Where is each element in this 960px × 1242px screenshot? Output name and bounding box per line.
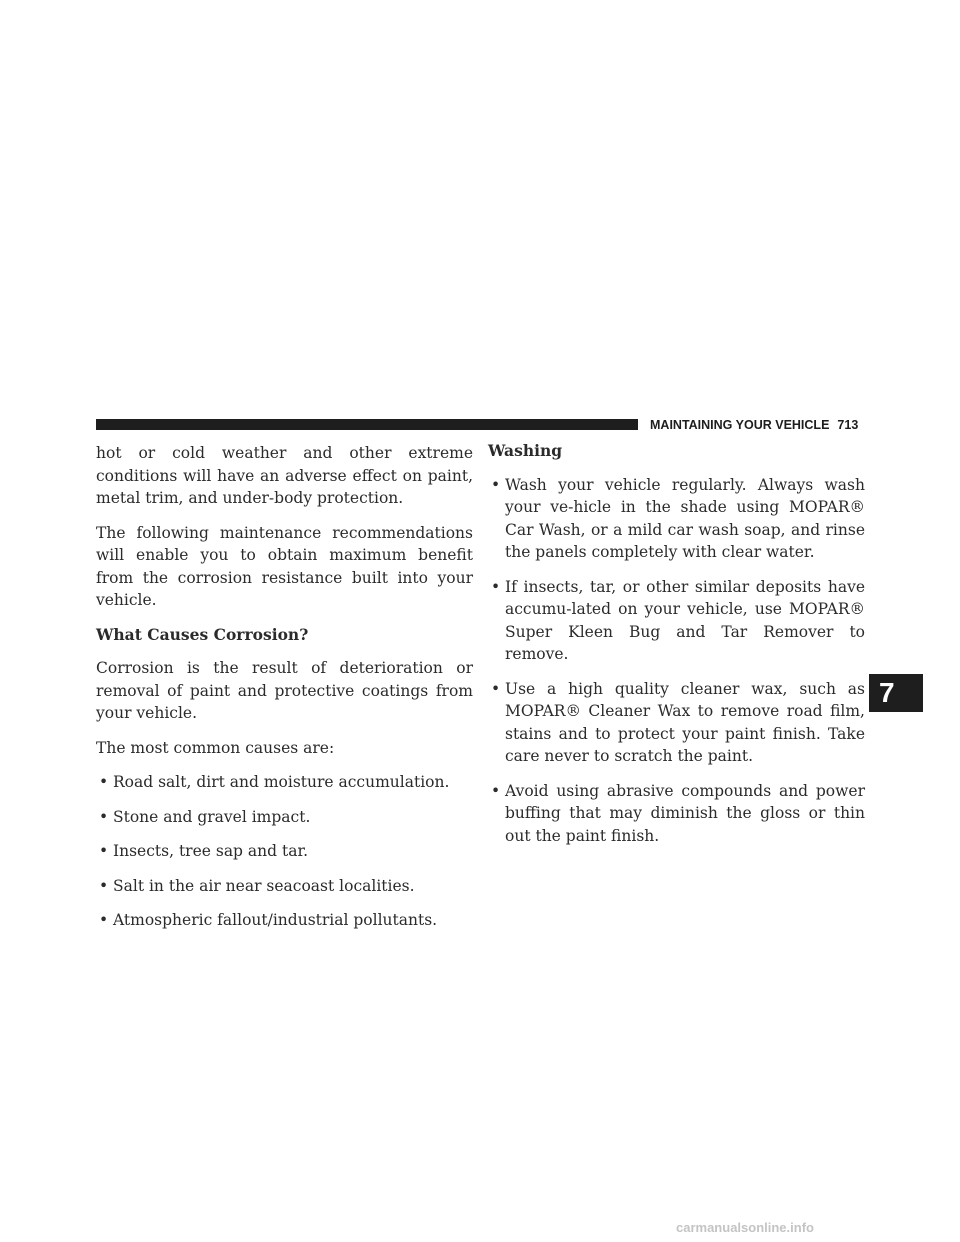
list-item: • Insects, tree sap and tar. xyxy=(96,840,473,863)
right-column xyxy=(488,442,865,859)
bullet: • xyxy=(99,773,109,791)
header-rule xyxy=(96,419,638,430)
bullet: • xyxy=(99,876,109,895)
bullet: • xyxy=(99,911,109,929)
washing-heading: Washing xyxy=(488,441,563,460)
list-item: • Stone and gravel impact. xyxy=(96,806,473,829)
causes-list xyxy=(96,771,473,932)
bullet: • xyxy=(491,781,501,800)
list-item: • Atmospheric fallout/industrial pollutants. xyxy=(96,909,473,932)
causes-intro: The most common causes are: xyxy=(96,738,335,757)
intro-paragraph: hot or cold weather and other extreme conditions will have an adverse effect on paint, metal trim, and under-body protection. xyxy=(96,444,473,507)
list-item: • Use a high quality cleaner wax, such as MOPAR® Cleaner Wax to remove road film, stains and to protect your paint finish. Take care never to scratch the paint. xyxy=(491,679,865,765)
list-item: • Wash your vehicle regularly. Always wash your ve-hicle in the shade using MOPAR® Car Wash, or a mild car wash soap, and rinse the panels completely with clear water. xyxy=(491,475,865,561)
left-column xyxy=(96,442,473,944)
bullet: • xyxy=(99,842,109,860)
list-item: • Avoid using abrasive compounds and power buffing that may diminish the gloss or thin out the paint finish. xyxy=(491,781,865,845)
running-header xyxy=(650,418,866,432)
watermark: carmanualsonline.info xyxy=(676,1220,814,1235)
bullet: • xyxy=(491,577,501,596)
corrosion-definition: Corrosion is the result of deterioration or removal of paint and protective coatings from your vehicle. xyxy=(96,659,473,722)
bullet: • xyxy=(99,807,109,826)
bullet: • xyxy=(491,475,501,494)
washing-list xyxy=(488,474,865,848)
page-number: 713 xyxy=(837,418,859,432)
list-item: • If insects, tar, or other similar deposits have accumu-lated on your vehicle, use MOPAR® Super Kleen Bug and Tar Remover to remove. xyxy=(491,577,865,663)
list-item: • Salt in the air near seacoast localities. xyxy=(96,875,473,898)
corrosion-heading: What Causes Corrosion? xyxy=(96,624,309,644)
chapter-tab: 7 xyxy=(869,674,923,712)
list-item: • Road salt, dirt and moisture accumulation. xyxy=(96,771,473,794)
section-title: MAINTAINING YOUR VEHICLE xyxy=(650,418,830,432)
bullet: • xyxy=(491,679,501,698)
recommendations-paragraph: The following maintenance recommendations will enable you to obtain maximum benefit from the corrosion resistance built into your vehicle. xyxy=(96,523,473,609)
